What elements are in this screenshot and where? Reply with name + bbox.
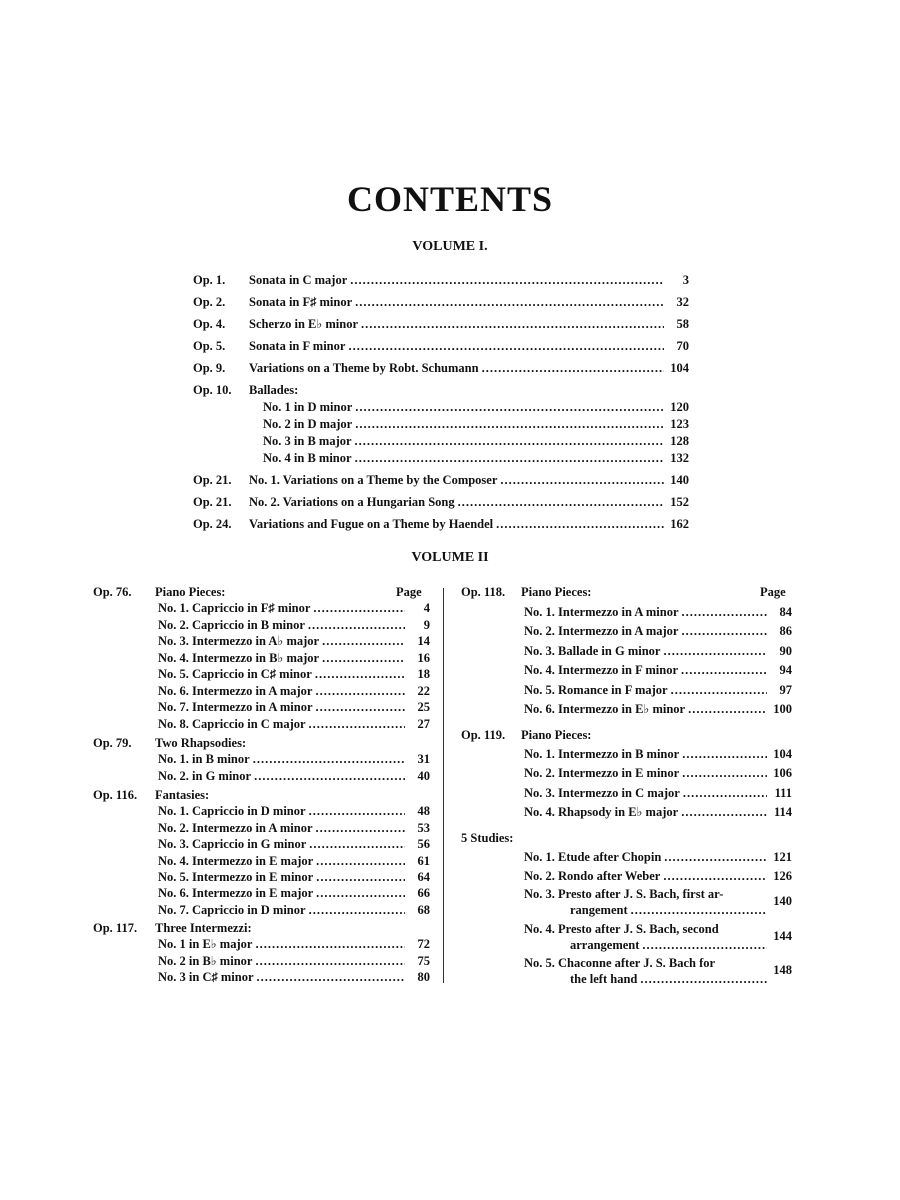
entry-title: No. 1. Capriccio in F♯ minor (158, 601, 311, 615)
toc-entry (524, 682, 792, 698)
toc-entry-continuation (570, 894, 792, 918)
dot-leader (348, 338, 664, 354)
dot-leader (255, 936, 405, 952)
toc-entry (158, 836, 430, 852)
opus-number: Op. 21. (193, 495, 232, 509)
toc-entry (524, 955, 769, 971)
toc-entry (158, 716, 430, 732)
entry-title: No. 6. Intermezzo in A major (158, 684, 313, 698)
toc-entry (158, 885, 430, 901)
dot-leader (255, 953, 405, 969)
volume-2-heading: VOLUME II (411, 550, 489, 565)
entry-title: No. 2. Intermezzo in A minor (158, 821, 313, 835)
opus-number: Op. 1. (193, 273, 226, 287)
entry-title: No. 2. Intermezzo in E minor (524, 766, 680, 780)
toc-section-heading (93, 920, 393, 936)
page-number: 111 (774, 786, 792, 800)
entry-title: No. 1. Capriccio in D minor (158, 804, 306, 818)
page-number: 120 (670, 400, 689, 414)
toc-entry (524, 701, 792, 717)
dot-leader (309, 716, 405, 732)
toc-section-heading (461, 830, 661, 846)
entry-title: No. 5. Intermezzo in E minor (158, 870, 314, 884)
page-number: 94 (779, 663, 792, 677)
page-number: 148 (773, 963, 792, 977)
entry-title: Variations on a Theme by Robt. Schumann (249, 361, 479, 375)
toc-section-heading (461, 727, 721, 743)
toc-entry (193, 338, 689, 354)
page-number: 27 (417, 717, 430, 731)
dot-leader (663, 643, 767, 659)
opus-number: Op. 24. (193, 517, 232, 531)
page-column-header-left: Page (396, 585, 422, 599)
entry-title: No. 3. Capriccio in G minor (158, 837, 307, 851)
toc-entry (524, 604, 792, 620)
dot-leader (316, 869, 405, 885)
page-number: 70 (676, 339, 689, 353)
toc-entry (263, 433, 689, 449)
section-title: Fantasies: (155, 788, 210, 802)
dot-leader (642, 937, 767, 953)
page-number: 123 (670, 417, 689, 431)
toc-entry (158, 666, 430, 682)
dot-leader (316, 699, 406, 715)
toc-entry (158, 751, 430, 767)
section-title: Piano Pieces: (521, 585, 592, 599)
dot-leader (355, 399, 664, 415)
entry-title: No. 4. Rhapsody in E♭ major (524, 805, 679, 819)
entry-title: No. 3. Intermezzo in A♭ major (158, 634, 320, 648)
page-number: 32 (676, 295, 689, 309)
page-number: 104 (670, 361, 689, 375)
entry-title: No. 3. Intermezzo in C major (524, 786, 680, 800)
page-number: 162 (670, 517, 689, 531)
entry-title: No. 2. Variations on a Hungarian Song (249, 495, 455, 509)
entry-title: No. 7. Intermezzo in A minor (158, 700, 313, 714)
opus-number: Op. 118. (461, 585, 506, 599)
entry-title: No. 2. Rondo after Weber (524, 869, 661, 883)
page-number: 100 (773, 702, 792, 716)
dot-leader (682, 765, 767, 781)
page-number: 66 (417, 886, 430, 900)
page-number: 86 (779, 624, 792, 638)
page-number: 104 (773, 747, 792, 761)
entry-title-continued: arrangement (570, 938, 640, 952)
toc-entry (524, 804, 792, 820)
entry-title: No. 1. Intermezzo in A minor (524, 605, 679, 619)
toc-entry (524, 868, 792, 884)
section-title: Two Rhapsodies: (155, 736, 247, 750)
page-number: 64 (417, 870, 430, 884)
page-column-header-right: Page (760, 585, 786, 599)
section-title: Piano Pieces: (521, 728, 592, 742)
page-number: 140 (670, 473, 689, 487)
toc-entry (158, 633, 430, 649)
page-number: 61 (417, 854, 430, 868)
entry-title: No. 3. Presto after J. S. Bach, first ar- (524, 887, 724, 901)
dot-leader (316, 820, 406, 836)
toc-entry (158, 683, 430, 699)
dot-leader (309, 803, 405, 819)
entry-title: No. 3. Ballade in G minor (524, 644, 661, 658)
column-divider (443, 588, 444, 983)
dot-leader (355, 416, 664, 432)
page-number: 114 (773, 805, 792, 819)
toc-entry (158, 820, 430, 836)
opus-number: Op. 76. (93, 585, 132, 599)
entry-title: No. 5. Romance in F major (524, 683, 668, 697)
entry-title: No. 2. in G minor (158, 769, 252, 783)
entry-title: No. 1. Variations on a Theme by the Composer (249, 473, 498, 487)
dot-leader (309, 836, 405, 852)
entry-title: Sonata in F minor (249, 339, 346, 353)
entry-title: No. 5. Capriccio in C♯ minor (158, 667, 312, 681)
dot-leader (350, 272, 664, 288)
toc-entry (524, 886, 769, 902)
page-number: 14 (417, 634, 430, 648)
entry-title: No. 1. in B minor (158, 752, 250, 766)
page-number: 140 (773, 894, 792, 908)
page-number: 4 (423, 601, 430, 615)
opus-number: Op. 5. (193, 339, 226, 353)
toc-entry (158, 869, 430, 885)
toc-entry-continuation (570, 929, 792, 953)
opus-number: Op. 2. (193, 295, 226, 309)
page-number: 152 (670, 495, 689, 509)
dot-leader (671, 682, 767, 698)
toc-section-heading (93, 735, 393, 751)
dot-leader (355, 450, 664, 466)
page-number: 75 (417, 954, 430, 968)
entry-title: No. 4. Intermezzo in B♭ major (158, 651, 320, 665)
dot-leader (482, 360, 664, 376)
page-number: 40 (417, 769, 430, 783)
page-number: 18 (417, 667, 430, 681)
entry-title: No. 3 in C♯ minor (158, 970, 254, 984)
entry-title: Scherzo in E♭ minor (249, 317, 359, 331)
entry-title: Sonata in F♯ minor (249, 295, 353, 309)
dot-leader (309, 902, 405, 918)
dot-leader (361, 316, 664, 332)
entry-title: No. 2 in D major (263, 417, 353, 431)
dot-leader (682, 746, 767, 762)
toc-entry (263, 450, 689, 466)
dot-leader (322, 650, 405, 666)
dot-leader (257, 969, 406, 985)
toc-entry (524, 785, 792, 801)
entry-title: Sonata in C major (249, 273, 348, 287)
toc-entry (193, 516, 689, 532)
toc-entry (158, 953, 430, 969)
toc-entry (193, 494, 689, 510)
entry-title: No. 2. Intermezzo in A major (524, 624, 679, 638)
section-title: Three Intermezzi: (155, 921, 252, 935)
entry-title: No. 4 in B minor (263, 451, 352, 465)
page-number: 31 (417, 752, 430, 766)
dot-leader (316, 885, 405, 901)
page-number: 3 (682, 273, 689, 287)
toc-entry (263, 399, 689, 415)
opus-number: Op. 116. (93, 788, 138, 802)
entry-title: No. 7. Capriccio in D minor (158, 903, 306, 917)
page-number: 56 (417, 837, 430, 851)
dot-leader (355, 294, 664, 310)
toc-entry (158, 699, 430, 715)
page-number: 126 (773, 869, 792, 883)
toc-entry (524, 849, 792, 865)
dot-leader (681, 623, 767, 639)
page-number: 9 (423, 618, 430, 632)
entry-title: No. 2 in B♭ minor (158, 954, 253, 968)
dot-leader (640, 971, 767, 987)
entry-title: No. 4. Intermezzo in E major (158, 854, 314, 868)
toc-entry (158, 853, 430, 869)
toc-entry (158, 969, 430, 985)
page-number: 121 (773, 850, 792, 864)
opus-number: Op. 119. (461, 728, 506, 742)
entry-title-continued: the left hand (570, 972, 638, 986)
toc-entry (158, 936, 430, 952)
toc-entry (263, 416, 689, 432)
toc-entry (193, 272, 689, 288)
section-title: 5 Studies: (461, 831, 514, 845)
toc-entry-continuation (570, 963, 792, 987)
entry-title: No. 2. Capriccio in B minor (158, 618, 305, 632)
toc-entry (524, 643, 792, 659)
dot-leader (663, 868, 767, 884)
page-number: 128 (670, 434, 689, 448)
entry-title: No. 5. Chaconne after J. S. Bach for (524, 956, 716, 970)
section-title: Piano Pieces: (155, 585, 226, 599)
toc-entry (193, 360, 689, 376)
opus-number: Op. 117. (93, 921, 138, 935)
entry-title: Variations and Fugue on a Theme by Haendel (249, 517, 494, 531)
page-number: 53 (417, 821, 430, 835)
entry-title: No. 1 in D minor (263, 400, 353, 414)
opus-number: Op. 21. (193, 473, 232, 487)
volume-1-heading: VOLUME I. (412, 239, 488, 254)
dot-leader (316, 853, 405, 869)
page-number: 22 (417, 684, 430, 698)
toc-section-heading (461, 584, 721, 600)
toc-entry (524, 662, 792, 678)
page-number: 80 (417, 970, 430, 984)
entry-title: No. 3 in B major (263, 434, 352, 448)
dot-leader (683, 785, 767, 801)
dot-leader (308, 617, 405, 633)
entry-title: No. 1 in E♭ major (158, 937, 253, 951)
page-number: 132 (670, 451, 689, 465)
opus-number: Op. 4. (193, 317, 226, 331)
entry-title: No. 6. Intermezzo in E major (158, 886, 314, 900)
opus-number: Op. 10. (193, 383, 232, 397)
dot-leader (500, 472, 664, 488)
toc-section-heading (93, 584, 393, 600)
entry-title: No. 4. Intermezzo in F minor (524, 663, 679, 677)
toc-entry (193, 382, 689, 398)
toc-entry (524, 921, 769, 937)
dot-leader (681, 804, 767, 820)
entry-title: No. 4. Presto after J. S. Bach, second (524, 922, 719, 936)
page-number: 90 (779, 644, 792, 658)
page-number: 97 (779, 683, 792, 697)
dot-leader (458, 494, 664, 510)
toc-section-heading (93, 787, 393, 803)
toc-entry (524, 746, 792, 762)
page-title: CONTENTS (346, 179, 554, 219)
toc-entry (524, 765, 792, 781)
page-number: 68 (417, 903, 430, 917)
dot-leader (315, 666, 405, 682)
entry-title: No. 1. Intermezzo in B minor (524, 747, 680, 761)
page-number: 16 (417, 651, 430, 665)
entry-title-continued: rangement (570, 903, 628, 917)
toc-entry (193, 472, 689, 488)
page-number: 144 (773, 929, 792, 943)
dot-leader (496, 516, 664, 532)
page-number: 106 (773, 766, 792, 780)
page-number: 72 (417, 937, 430, 951)
entry-title: No. 1. Etude after Chopin (524, 850, 662, 864)
dot-leader (355, 433, 664, 449)
entry-title: No. 6. Intermezzo in E♭ minor (524, 702, 686, 716)
toc-entry (524, 623, 792, 639)
toc-entry (158, 650, 430, 666)
opus-number: Op. 9. (193, 361, 226, 375)
dot-leader (254, 768, 405, 784)
page-number: 48 (417, 804, 430, 818)
page-number: 84 (779, 605, 792, 619)
dot-leader (315, 683, 405, 699)
entry-title: No. 8. Capriccio in C major (158, 717, 306, 731)
toc-entry (158, 902, 430, 918)
page-number: 25 (417, 700, 430, 714)
dot-leader (682, 604, 768, 620)
dot-leader (253, 751, 405, 767)
toc-entry (158, 600, 430, 616)
dot-leader (681, 662, 767, 678)
toc-entry (193, 316, 689, 332)
dot-leader (322, 633, 405, 649)
toc-entry (193, 294, 689, 310)
dot-leader (631, 902, 767, 918)
dot-leader (313, 600, 405, 616)
entry-title: Ballades: (249, 383, 299, 397)
toc-entry (158, 803, 430, 819)
toc-entry (158, 768, 430, 784)
dot-leader (688, 701, 767, 717)
opus-number: Op. 79. (93, 736, 132, 750)
page-number: 58 (676, 317, 689, 331)
toc-entry (158, 617, 430, 633)
dot-leader (664, 849, 767, 865)
